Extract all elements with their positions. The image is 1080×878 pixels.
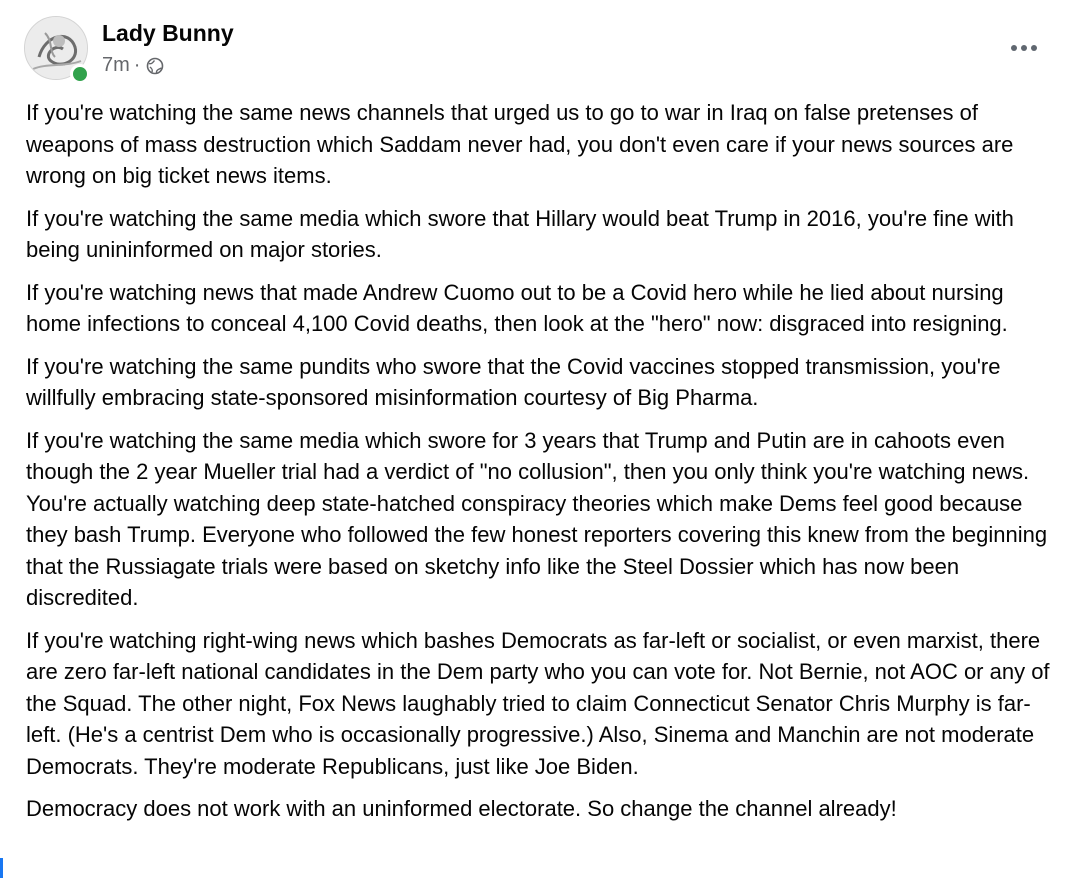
more-options-icon[interactable] xyxy=(1006,36,1042,60)
post-paragraph: Democracy does not work with an uninformed electorate. So change the channel already! xyxy=(26,796,897,821)
post-paragraph: If you're watching the same pundits who swore that the Covid vaccines stopped transmission, you're willfully embracing state-sponsored misinformation courtesy of Big Pharma. xyxy=(26,353,1001,410)
post-meta xyxy=(102,54,164,77)
post-paragraph: If you're watching the same news channels that urged us to go to war in Iraq on false pretenses of weapons of mass destruction which Saddam never had, you don't even care if your news sources are wrong on big ticket news items. xyxy=(26,100,1014,188)
meta-separator: · xyxy=(133,54,141,76)
post-paragraph: If you're watching the same media which swore that Hillary would beat Trump in 2016, you're fine with being unininformed on major stories. xyxy=(26,205,1014,262)
post-paragraph: If you're watching right-wing news which bashes Democrats as far-left or socialist, or even marxist, there are zero far-left national candidates in the Dem party who you can vote for. Not Bernie, not AOC or any of the Squad. The other night, Fox News laughably tried to claim Connecticut Senator Chris Murphy is far-left. (He's a centrist Dem who is occasionally progressive.) Also, Sinema and Manchin are not moderate Democrats. They're moderate Republicans, just like Joe Biden. xyxy=(26,627,1050,779)
post-paragraph: If you're watching news that made Andrew Cuomo out to be a Covid hero while he lied about nursing home infections to conceal 4,100 Covid deaths, then look at the "hero" now: disgraced into resigning. xyxy=(26,279,1008,336)
post-header xyxy=(24,16,1064,86)
more-dot xyxy=(1021,45,1027,51)
more-dot xyxy=(1031,45,1037,51)
post-body xyxy=(26,97,1062,836)
author-name[interactable]: Lady Bunny xyxy=(102,20,234,46)
more-dot xyxy=(1011,45,1017,51)
post-timestamp[interactable]: 7m xyxy=(102,54,130,76)
globe-icon[interactable] xyxy=(146,57,164,75)
online-status-dot xyxy=(70,64,90,84)
edge-accent-bar xyxy=(0,858,3,878)
post-paragraph: If you're watching the same media which swore for 3 years that Trump and Putin are in cahoots even though the 2 year Mueller trial had a verdict of "no collusion", then you only think you're watching news. You're actually watching deep state-hatched conspiracy theories which make Dems feel good because they bash Trump. Everyone who followed the few honest reporters covering this knew from the beginning that the Russiagate trials were based on sketchy info like the Steel Dossier which has now been discredited. xyxy=(26,427,1048,610)
